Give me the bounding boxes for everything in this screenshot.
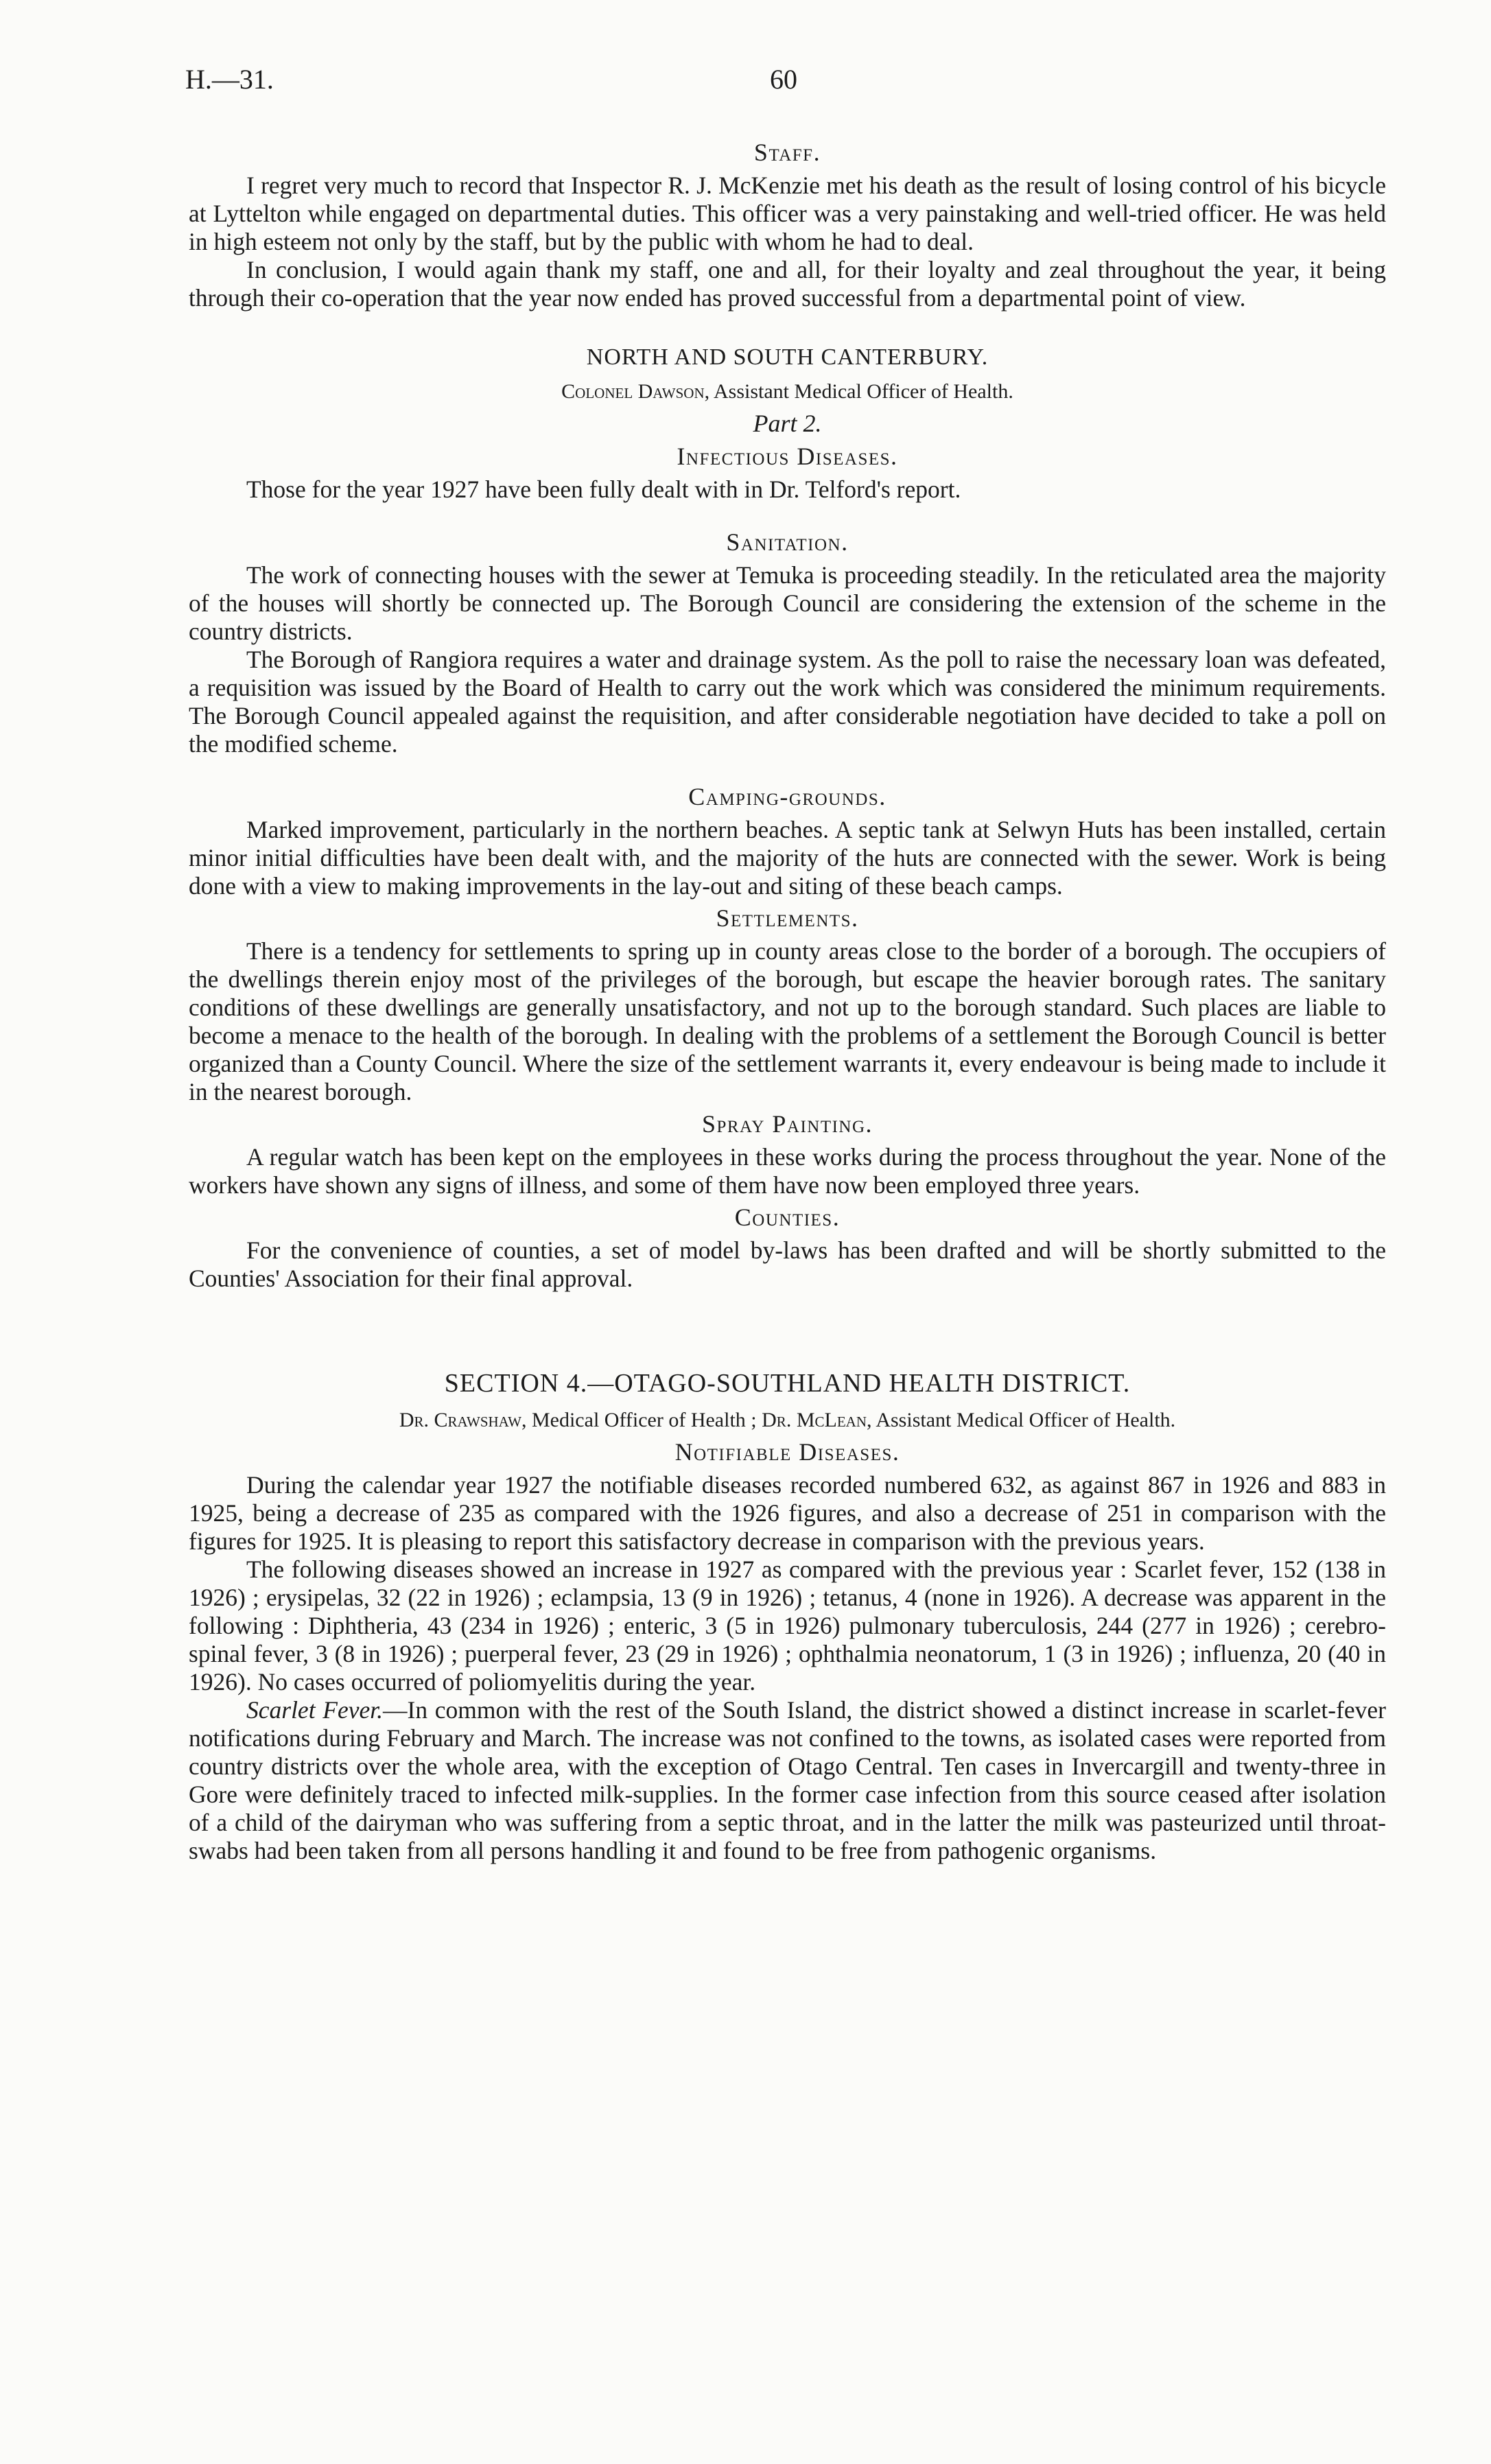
otago-byline-role-1: Medical Officer of Health ; — [531, 1409, 757, 1431]
staff-paragraph-2: In conclusion, I would again thank my staff, one and all, for their loyalty and zeal throughout the year, it being through their co-operation that the year now ended has proved successful from a departmental point of view. — [189, 256, 1386, 312]
otago-section-title: SECTION 4.—OTAGO-SOUTHLAND HEALTH DISTRICT. — [444, 1369, 1131, 1398]
settlements-paragraph: There is a tendency for settlements to spring up in county areas close to the border of a borough. The occupiers of the dwellings therein enjoy most of the privileges of the borough, but escape the heavier borough rates. The sanitary conditions of these dwellings are generally unsatisfactory, and not up to the borough standard. Such places are liable to become a menace to the health of the borough. In dealing with the problems of a settlement the Borough Council is better organized than a County Council. Where the size of the settlement warrants it, every endeavour is being made to include it in the nearest borough. — [189, 937, 1386, 1105]
canterbury-byline-name: Colonel Dawson, — [561, 380, 710, 403]
page-reference: H.—31. — [185, 64, 274, 95]
spray-painting-heading: Spray Painting. — [701, 1110, 873, 1138]
sanitation-paragraph-1: The work of connecting houses with the sewer at Temuka is proceeding steadily. In the reticulated area the majority of the houses will shortly be connected up. The Borough Council are considering the extension of the scheme in the country districts. — [189, 561, 1386, 645]
notifiable-diseases-paragraph-2: The following diseases showed an increase in 1927 as compared with the previous year : Scarlet fever, 152 (138 in 1926) ; erysipelas, 32 (22 in 1926) ; eclampsia, 13 (9 in 1926) ; tetanus, 4 (none in 1926). A decrease was apparent in the following : Diphtheria, 43 (234 in 1926) ; enteric, 3 (5 in 1926) pulmonary tuberculosis, 244 (277 in 1926) ; cerebro-spinal fever, 3 (8 in 1926) ; puerperal fever, 23 (29 in 1926) ; ophthalmia neonatorum, 1 (3 in 1926) ; influenza, 20 (40 in 1926). No cases occurred of poliomyelitis during the year. — [189, 1556, 1386, 1696]
scarlet-fever-label: Scarlet Fever. — [246, 1696, 383, 1724]
staff-paragraph-1: I regret very much to record that Inspector R. J. McKenzie met his death as the result of losing control of his bicycle at Lyttelton while engaged on departmental duties. This officer was a very painstaking and well-tried officer. He was held in high esteem not only by the staff, but by the public with whom he had to deal. — [189, 172, 1386, 255]
settlements-heading: Settlements. — [716, 904, 859, 932]
infectious-diseases-paragraph: Those for the year 1927 have been fully dealt with in Dr. Telford's report. — [246, 476, 961, 503]
otago-byline-name-2: Dr. McLean, — [762, 1409, 872, 1431]
page-body — [189, 137, 1386, 1865]
notifiable-diseases-heading: Notifiable Diseases. — [674, 1438, 900, 1466]
camping-grounds-paragraph: Marked improvement, particularly in the northern beaches. A septic tank at Selwyn Huts has been installed, certain minor initial difficulties have been dealt with, and the majority of the huts are connected with the sewer. Work is being done with a view to making improvements in the lay-out and siting of these beach camps. — [189, 816, 1386, 900]
page-number: 60 — [770, 64, 797, 95]
camping-grounds-heading: Camping-grounds. — [688, 783, 887, 810]
canterbury-byline — [189, 378, 1386, 406]
scarlet-fever-text: —In common with the rest of the South Island, the district showed a distinct increase in scarlet-fever notifications during February and March. The increase was not confined to the towns, as isolated cases were reported from country districts over the whole area, with the exception of Otago Central. Ten cases in Invercargill and twenty-three in Gore were definitely traced to infected milk-supplies. In the former case infection from this source ceased after isolation of a child of the dairyman who was suffering from a septic throat, and in the latter the milk was pasteurized until throat-swabs had been taken from all persons handling it and found to be free from pathogenic organisms. — [189, 1696, 1387, 1864]
counties-paragraph: For the convenience of counties, a set of model by-laws has been drafted and will be shortly submitted to the Counties' Association for their final approval. — [189, 1236, 1386, 1292]
canterbury-title: NORTH AND SOUTH CANTERBURY. — [586, 344, 989, 370]
spray-painting-paragraph: A regular watch has been kept on the employees in these works during the process throughout the year. None of the workers have shown any signs of illness, and some of them have now been employed three years. — [189, 1143, 1386, 1199]
canterbury-part: Part 2. — [753, 410, 822, 437]
otago-byline-name-1: Dr. Crawshaw, — [399, 1409, 527, 1431]
page-header — [0, 63, 1491, 104]
canterbury-byline-role: Assistant Medical Officer of Health. — [714, 380, 1013, 403]
notifiable-diseases-paragraph-1: During the calendar year 1927 the notifiable diseases recorded numbered 632, as against 867 in 1926 and 883 in 1925, being a decrease of 235 as compared with the 1926 figures, and also a decrease of 251 in comparison with the figures for 1925. It is pleasing to report this satisfactory decrease in comparison with the previous years. — [189, 1471, 1386, 1555]
otago-byline-role-2: Assistant Medical Officer of Health. — [876, 1409, 1176, 1431]
otago-byline — [189, 1407, 1386, 1434]
sanitation-paragraph-2: The Borough of Rangiora requires a water and drainage system. As the poll to raise the necessary loan was defeated, a requisition was issued by the Board of Health to carry out the work which was considered the minimum requirements. The Borough Council appealed against the requisition, and after considerable negotiation have decided to take a poll on the modified scheme. — [189, 646, 1386, 758]
infectious-diseases-heading: Infectious Diseases. — [677, 443, 898, 470]
scarlet-fever-paragraph — [189, 1696, 1386, 1865]
staff-heading: Staff. — [753, 139, 821, 166]
sanitation-heading: Sanitation. — [726, 528, 849, 556]
counties-heading: Counties. — [734, 1204, 841, 1231]
